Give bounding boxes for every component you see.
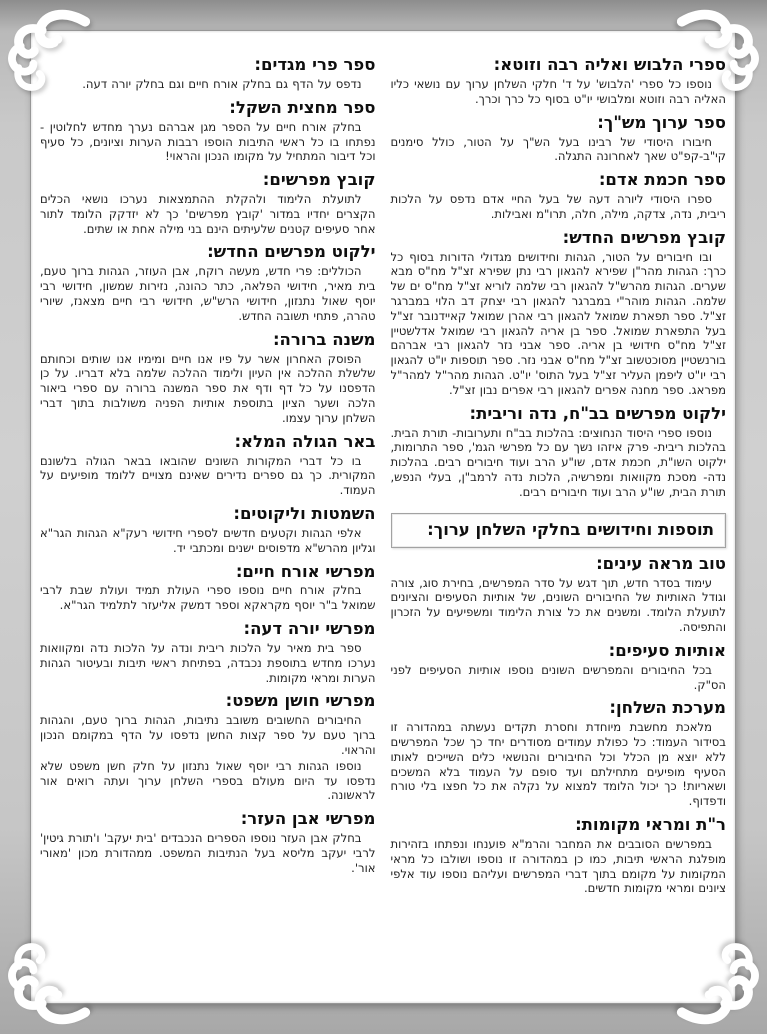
section-body: בחלק אורח חיים נוספו ספרי העולת תמיד ועולת שבת לרבי שמואל ב"ר יוסף מקראקא וספר דמשק אליעזר לתלמיד הגר"א.: [40, 583, 376, 613]
section-tov-mareh-einayim: [391, 555, 727, 635]
section-body: בחלק אורח חיים על הספר מגן אברהם נערך מחדש לחלוטין - נפתחו בו כל ראשי התיבות הוספו רבבות הערות וציונים, כל סעיף וכל דיבור המתחיל על מקומו הנכון והראוי!: [40, 119, 376, 164]
section-body: ספרו היסודי ליורה דעה של בעל החיי אדם נדפס על הלכות ריבית, נדה, צדקה, מילה, חלה, תרו"מ ואבילות.: [390, 192, 726, 221]
section-body: הפוסק האחרון אשר על פיו אנו חיים ומימיו אנו שותים וכחותם שלשלת ההלכה אין העיון ולימוד ההלכה שלמה בלא דבריו. על כן הדפסנו על כל דף ודף את ספר המשנה ברורה עם ספרי ביאור הלכה ושער הציון בתוספת אותיות הפניה משולבות בתוך דברי השלחן ערוך עצמו.: [40, 351, 376, 425]
section-title: מערכת השלחן:: [609, 698, 726, 718]
section-body-continued: נוספו הגהות רבי יוסף שאול נתנזון על חלק חשן משפט שלא נדפסו עד היום מעולם בספרי השלחן ערוך ועתה רואים אור לראשונה.: [40, 758, 376, 803]
section-yalkut-mefarshim-basar-bechalav: [391, 405, 727, 500]
section-mefarshei-choshen-mishpat: [40, 692, 376, 803]
section-mishnah-berurah: [40, 331, 376, 426]
section-title: ר"ת ומראי מקומות:: [575, 815, 726, 835]
corner-flourish-icon: [7, 939, 95, 1027]
section-body: נדפס על הדף גם בחלק אורח חיים וגם בחלק יורה דעה.: [82, 76, 362, 91]
section-title: באר הגולה המלא:: [234, 431, 376, 451]
section-title: השמטות וליקוטים:: [233, 503, 376, 523]
section-mefarshei-yoreh-deah: [40, 620, 376, 685]
section-title: ספר מחצית השקל:: [229, 97, 376, 117]
section-body: בחלק אבן העזר נוספו הספרים הנכבדים 'בית יעקב' ו'תורת גיטין' לרבי יעקב מליסא בעל הנתיבות המשפט. ממהדורת מכון 'מאורי אור'.: [40, 831, 376, 875]
section-aruch-shach: [391, 114, 727, 165]
section-hashmatot-velikutim: [40, 505, 376, 556]
section-body: ובו חיבורים על הטור, הגהות וחידושים מגדולי הדורות בסוף כל כרך: הגהות מהר"ן שפירא להגאון רבי נתן שפירא זצ"ל מח"ס מבא שערים. הגהות מהרש"ל להגאון רבי שלמה לוריא זצ"ל מח"ס ים של שלמה. הגהות מוהר"י במברגר להגאון רבי יצחק דב הלוי במברגר זצ"ל. ספר תפארת שמואל להגאון רבי אהרן שמואל קאיידנובר זצ"ל בעל התפארת שמואל. ספר בן אריה להגאון רבי שמואל אדלשטיין זצ"ל מח"ס חידושי בן אריה. ספר אבני נזר להגאון רבי אברהם בורנשטיין מסוכטשוב זצ"ל מח"ס אבני נזר. ספר תוספות יו"ט להגאון רבי יו"ט ליפמן העליר זצ"ל בעל התוס' יו"ט. הגהות מהר"ל למהר"ל מפראג. ספר מחנה אפרים להגאון רבי אפרים נבון זצ"ל.: [390, 249, 726, 397]
column-right: [391, 56, 727, 1002]
section-body: מלאכת מחשבת מיוחדת וחסרת תקדים נעשתה במהדורה זו בסידור העמוד: כל כפולת עמודים מסודרים יחד כך שכל המפרשים ללא יוצא מן הכלל וכל החיבורים והנושאי כלים השייכים לאותו הסעיף מופיעים מתחילתם ועד סופם על העמוד בלא המשכים ושאריות! כך יכול הלומד למצוא על נקלה את כל חפצו בלי טורח ודפדוף.: [390, 720, 726, 809]
section-title: ספר ערוך מש"ך:: [597, 112, 726, 132]
section-mefarshei-even-haezer: [40, 810, 376, 875]
section-title: מפרשי חושן משפט:: [225, 691, 376, 711]
section-body: אלפי הגהות וקטעים חדשים לספרי חידושי רעק"א הגהות הגר"א וגליון מהרש"א מדפוסים ישנים ומכתבי יד.: [40, 525, 376, 555]
section-machatzit-hashekel: [40, 99, 376, 164]
document-page: [30, 30, 736, 1004]
section-body: נוספו ספרי היסוד הנחוצים: בהלכות בב"ח ותערובות- תורת הבית. בהלכות ריבית- פרק איזהו נשך עם כל מפרשי הגמ', ספר התרומות, ילקוט השו"ת, חכמת אדם, שו"ע הרב ועוד חיבורים רבים. בהלכות נדה- מסכת מקוואות ומפרשיה, הלכות נדה לרמב"ן, בעלי הנפש, תורת הבית, שו"ע הרב ועוד חיבורים רבים.: [390, 425, 726, 499]
section-body: עימוד בסדר חדש, תוך דגש על סדר המפרשים, בחירת סוג, צורה וגודל האותיות של החיבורים השונים, של אותיות הסעיפים והציונים לתועלת הלומד. ומשנים את כל צורת הלימוד ומשפיעים על הזכרון והתפיסה.: [390, 575, 726, 634]
section-title: אותיות סעיפים:: [608, 640, 726, 660]
section-kovetz-mefarshim: [40, 171, 376, 236]
section-body: במפרשים הסובבים את המחבר והרמ"א פוענחו ונפתחו בזהירות מופלגת הראשי תיבות, כמו כן במהדורה זו נוספו ושולבו כל מראי המקומות על מקומם בתוך דברי המפרשים ועליהם נוספו עוד אלפי ציונים ומראי מקומות חדשים.: [390, 837, 726, 896]
section-title: ילקוט מפרשים החדש:: [207, 242, 376, 262]
corner-flourish-icon: [7, 7, 95, 95]
section-body: ספר בית מאיר על הלכות ריבית ונדה על הלכות נדה ומקוואות נערכו מחדש בתוספת נכבדה, בפתיחת ראשי תיבות ובעיטור הגהות הערות ומראי מקומות.: [40, 641, 376, 685]
section-body: חיבורו היסודי של רבינו בעל הש"ך על הטור, כולל סימנים קי"ב-קפ"ט שאך לאחרונה התגלה.: [390, 134, 726, 164]
section-title: ספר חכמת אדם:: [598, 170, 726, 190]
section-beer-hagolah-hamaleh: [40, 433, 376, 498]
section-title: מפרשי אבן העזר:: [240, 809, 376, 829]
section-title: מפרשי יורה דעה:: [243, 619, 376, 639]
section-title: ספרי הלבוש ואליה רבה וזוטא:: [493, 55, 726, 74]
section-chochmat-adam: [391, 171, 727, 222]
section-kovetz-mefarshim-hachadash: [391, 229, 727, 398]
section-body: לתועלת הלימוד ולהקלת ההתמצאות נערכו נושאי הכלים הקצרים יחדיו במדור 'קובץ מפרשים' כך לא יזדקק הלומד לתור אחר סעיפים קטנים שלעיתים הינם בני מילה אחת או שתים.: [40, 192, 376, 236]
section-title: קובץ מפרשים:: [262, 170, 376, 190]
corner-flourish-icon: [672, 939, 760, 1027]
corner-flourish-icon: [672, 7, 760, 95]
section-title: קובץ מפרשים החדש:: [562, 227, 726, 247]
column-left: [40, 56, 376, 1002]
section-yalkut-mefarshim-hachadash: [40, 243, 376, 323]
section-body: החיבורים החשובים משובב נתיבות, הגהות ברוך טעם, והגהות ברוך טעם על ספר קצות החשן נדפסו על הדף במקומם הנכון והראוי.: [40, 713, 376, 757]
section-body: נוספו כל ספרי 'הלבוש' על ד' חלקי השלחן ערוך עם נושאי כליו האליה רבה וזוטא ומלבושי יו"ט בסוף כל כרך וכרך.: [390, 76, 726, 106]
boxed-section-header: תוספות וחידושים בחלקי השלחן ערוך:: [391, 513, 727, 548]
section-maarechet-hashulchan: [391, 699, 727, 809]
section-rashei-teivot-umarei-mekomot: [391, 816, 727, 896]
section-title: משנה ברורה:: [272, 329, 376, 349]
section-body: בכל החיבורים והמפרשים השונים נוספו אותיות הסעיפים לפני הס"ק.: [390, 662, 726, 692]
section-body: בו כל דברי המקורות השונים שהובאו בבאר הגולה בלשונם המקורית. כך גם ספרים נדירים שאינם מצויים ללומד מופיעים על העמוד.: [40, 453, 376, 498]
section-title: טוב מראה עינים:: [596, 553, 726, 573]
section-otiyot-seifim: [391, 642, 727, 693]
section-mefarshei-orach-chaim: [40, 563, 376, 614]
section-title: מפרשי אורח חיים:: [235, 561, 376, 581]
section-title: ספר פרי מגדים:: [254, 55, 376, 74]
page-content: [32, 32, 734, 1002]
section-body: הכוללים: פרי חדש, מעשה רוקח, אבן העוזר, הגהות ברוך טעם, בית מאיר, חידושי הפלאה, כתר כהונה, נזירות שמשון, חידושי רבי יוסף שאול נתנזון, חידושי הרש"ש, חידושי רבי חיים מצאנז, שיורי טהרה, פתחי תשובה החדש.: [40, 264, 376, 323]
section-title: ילקוט מפרשים בב"ח, נדה וריבית:: [469, 403, 726, 423]
